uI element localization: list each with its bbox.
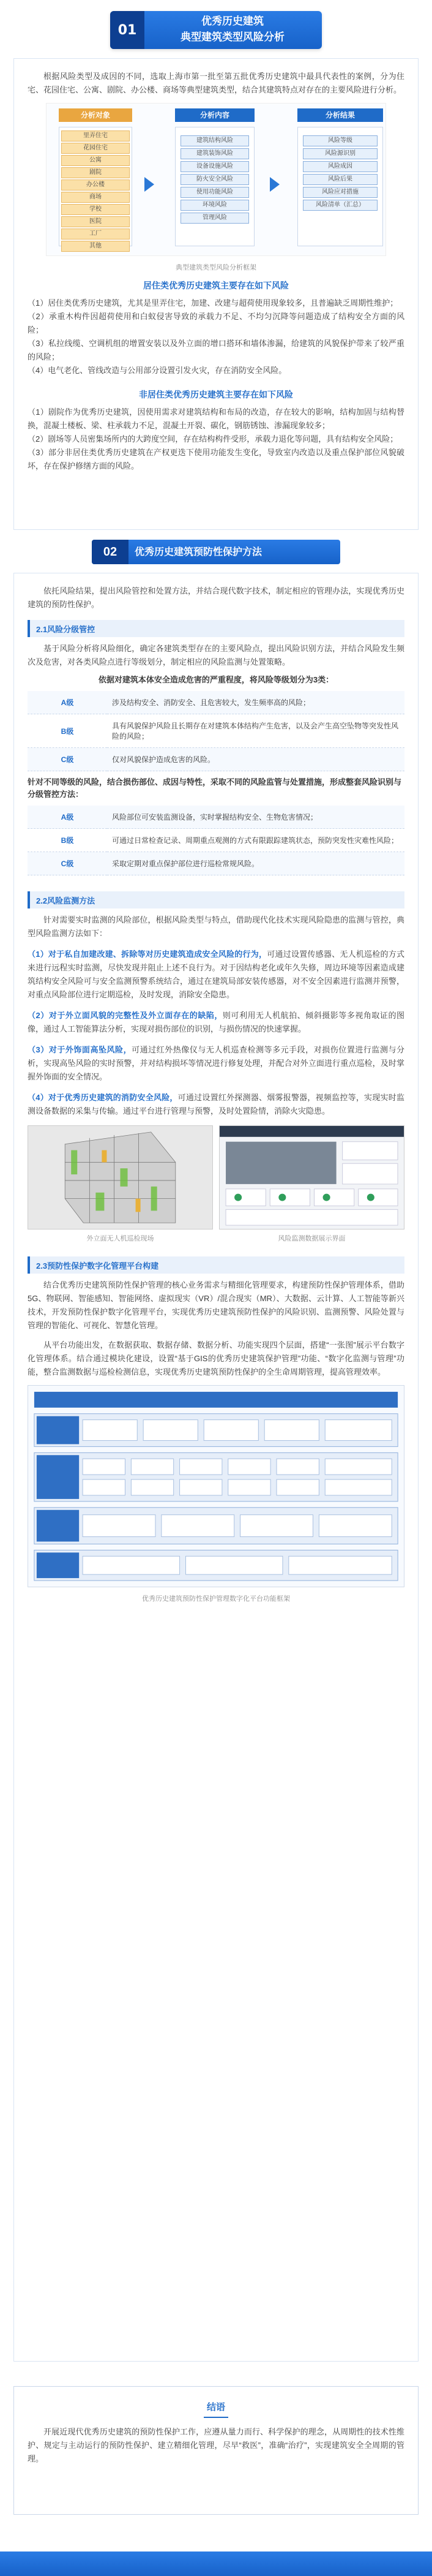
section2-intro: 依托风险结果，提出风险管控和处置方法，并结合现代数字技术，制定相应的管理办法，实现优秀历史建筑的预防性保护。 (28, 586, 404, 609)
diagram-content-item: 建筑结构风险 (181, 135, 249, 146)
diagram-content-item: 环境风险 (181, 200, 249, 211)
diagram-col1-box (59, 127, 132, 249)
table-row (28, 748, 404, 771)
table-row (28, 714, 404, 748)
table-row (28, 829, 404, 852)
conclusion-card (13, 2386, 419, 2515)
diagram-object-item: 其他 (61, 241, 130, 252)
monitor-item-body: 可通过设置红外探测器、烟雾报警器，视频监控等，实现实时监测设备数据的采集与传输。通过平台进行管理与预警，及时处置险情，消除火灾隐患。 (28, 1093, 404, 1116)
grade-label: B级 (28, 714, 107, 748)
section2-banner (0, 536, 432, 568)
monitor-dashboard-photo (219, 1125, 404, 1229)
diagram-result-item: 风险源识别 (303, 148, 378, 159)
risk-analysis-diagram (46, 103, 386, 256)
list-item: （2）承重木构件因超荷使用和白蚁侵害导致的承载力不足、不均匀沉降等问题造成了结构安全方面的风险； (28, 312, 404, 334)
residential-risk-title: 居住类优秀历史建筑主要存在如下风险 (143, 281, 289, 290)
grade-measure-table (28, 806, 404, 875)
section1-title (153, 13, 312, 45)
diagram-object-item: 工厂 (61, 229, 130, 240)
grade-description: 涉及结构安全、消防安全、且危害较大，发生频率高的风险； (107, 691, 404, 714)
table-row (28, 691, 404, 714)
grade-measure-title: 针对不同等级的风险，结合损伤部位、成因与特性，采取不同的风险监管与处置措施，形成整套风险识别与分级管控方法： (28, 777, 402, 799)
grade-label: A级 (28, 691, 107, 714)
diagram-result-item: 风险等级 (303, 135, 378, 146)
arrow-right-icon (144, 177, 154, 192)
monitor-item (28, 1009, 404, 1036)
monitor-item-body: 可通过红外热像仪与无人机巡查检测等多元手段，对损伤位置进行监测与分析，实现高坠风险的实时预警，并对结构损坏等情况进行修复处理，并配合对外立面进行重点巡检，及时掌握外饰面的安全情况。 (28, 1045, 404, 1081)
section2-card (13, 573, 419, 2362)
section1-number: 01 (110, 11, 144, 49)
nonresidential-risk-title: 非居住类优秀历史建筑主要存在如下风险 (139, 390, 293, 399)
diagram-col2-box (175, 127, 255, 246)
conclusion-body: 开展近现代优秀历史建筑的预防性保护工作，应遵从量力而行、科学保护的理念，从周期性的技术性维护、规定与主动运行的预防性保护、建立精细化管理，尽早“救医”，准确“治疗”，实现建筑安全全周期的管理。 (28, 2427, 404, 2463)
photo-1-caption: 外立面无人机巡检现场 (86, 1235, 154, 1242)
diagram-content-item: 使用功能风险 (181, 187, 249, 198)
diagram-result-item: 风险应对措施 (303, 187, 378, 198)
subsection-2-3-title: 2.3预防性保护数字化管理平台构建 (36, 1261, 159, 1271)
diagram-col3-box (297, 127, 383, 246)
list-item: （4）电气老化、管线改造与公用部分设置引发火灾，存在消防安全风险。 (28, 366, 287, 375)
diagram-col2-head: 分析内容 (175, 108, 255, 122)
conclusion-divider (204, 2417, 228, 2418)
list-item: （2）剧场等人员密集场所内的大跨度空间，存在结构构件受形，承载力退化等问题，具有结构安全风险； (28, 434, 398, 444)
diagram-col1-head: 分析对象 (59, 108, 132, 122)
diagram-object-item: 花园住宅 (61, 143, 130, 154)
subsection-2-1-title: 2.1风险分级管控 (36, 624, 95, 634)
conclusion-title: 结语 (206, 2402, 225, 2412)
monitor-item-head: （3）对于外饰面高坠风险， (28, 1045, 132, 1054)
diagram-object-item: 里弄住宅 (61, 130, 130, 142)
list-item: （3）部分非居住类优秀历史建筑在产权更迭下使用功能发生变化，导致室内改造以及重点保护部位风貌破坏，存在保护修缮方面的风险。 (28, 448, 404, 470)
subsection-2-3-para2: 从平台功能出发，在数据获取、数据存储、数据分析、功能实现四个层面，搭建“一张图”展示平台数字化管理体系。结合通过模块化建设，设置“基于GIS的优秀历史建筑保护管理”功能、“数字化监测与管理”功能，整合监测数据与巡检检测信息，实现优秀历史建筑预防性保护的全生命周期管理，提高管理效率。 (28, 1340, 404, 1377)
diagram-caption: 典型建筑类型风险分析框架 (176, 264, 256, 271)
table-row (28, 806, 404, 829)
monitor-item (28, 1043, 404, 1084)
platform-caption: 优秀历史建筑预防性保护管理数字化平台功能框架 (142, 1595, 290, 1603)
monitor-item-body: 则可利用无人机航拍、倾斜摄影等多视角取证的图像，通过人工智能算法分析，实现对损伤部位的识别，与损伤情况的快速掌握。 (28, 1011, 404, 1033)
diagram-content-item: 设备设施风险 (181, 161, 249, 172)
list-item: （1）剧院作为优秀历史建筑，因使用需求对建筑结构和布局的改造，存在较大的影响，结构加固与结构替换，混凝土楼板、梁、柱承载力不足，混凝土开裂、碳化，钢筋锈蚀、渗漏现象较多； (28, 407, 404, 430)
grade-table (28, 691, 404, 771)
list-item: （3）私拉线缆、空调机组的增置安装以及外立面的增口搭环和墙体渗漏，给建筑的风貌保护带来了较严重的风险； (28, 339, 404, 361)
subsection-2-2-title: 2.2风险监测方法 (36, 896, 95, 905)
monitor-method-list (28, 948, 404, 1118)
diagram-object-item: 公寓 (61, 155, 130, 166)
grade-description: 可通过日常检查记录、周期重点观测的方式有限跟踪建筑状态，预防突发性灾难性风险； (107, 829, 404, 852)
subsection-2-2-para: 针对需要实时监测的风险部位，根据风险类型与特点，借助现代化技术实现风险隐患的监测与管控，典型风险监测方法如下： (28, 915, 404, 938)
diagram-result-item: 风险后果 (303, 174, 378, 185)
arrow-right-icon (270, 177, 280, 192)
monitor-item (28, 1091, 404, 1118)
monitor-item-head: （2）对于外立面风貌的完整性及外立面存在的缺陷， (28, 1011, 223, 1020)
footer-bar (0, 2551, 432, 2576)
diagram-object-item: 学校 (61, 204, 130, 215)
grade-label: C级 (28, 852, 107, 875)
grade-label: C级 (28, 748, 107, 771)
section1-title-line2: 典型建筑类型风险分析 (181, 31, 285, 43)
grade-description: 仅对风貌保护造成危害的风险。 (107, 748, 404, 771)
monitor-item (28, 948, 404, 1002)
grade-description: 采取定期对重点保护部位进行巡检常规风险。 (107, 852, 404, 875)
diagram-col3-head: 分析结果 (297, 108, 383, 122)
diagram-object-item: 医院 (61, 216, 130, 227)
diagram-content-item: 防火安全风险 (181, 174, 249, 185)
diagram-object-item: 办公楼 (61, 179, 130, 191)
photo-1-wrap (28, 1125, 213, 1243)
diagram-result-item: 风险成因 (303, 161, 378, 172)
diagram-object-item: 剧院 (61, 167, 130, 178)
grade-description: 风险部位可安装监测设备，实时掌握结构安全、生物危害情况； (107, 806, 404, 829)
monitor-item-head: （4）对于优秀历史建筑的消防安全风险， (28, 1093, 178, 1102)
diagram-content-item: 管理风险 (181, 213, 249, 224)
diagram-object-item: 商场 (61, 192, 130, 203)
nonresidential-risk-list (28, 406, 404, 473)
monitor-item-head: （1）对于私自加建改建、拆除等对历史建筑造成安全风险的行为， (28, 950, 267, 959)
section1-card (13, 58, 419, 530)
grade-label: A级 (28, 806, 107, 829)
table-row (28, 852, 404, 875)
diagram-content-item: 建筑装饰风险 (181, 148, 249, 159)
monitor-item-body: 可通过设置传感器、无人机巡检的方式来进行远程实时监测，尽快发现并阻止上述不良行为。对于因结构老化或年久失修，周边环境等因素造成建筑结构安全风险可与安全监测预警系统结合，通过在建筑局部安装传感器，对不安全因素进行监测并预警，对重点风险部位进行定期巡检，及时发现，消除安全隐患。 (28, 950, 404, 999)
facade-drone-photo (28, 1125, 213, 1229)
section1-intro: 根据风险类型及成因的不同，选取上海市第一批至第五批优秀历史建筑中最具代表性的案例，分为住宅、花园住宅、公寓、剧院、办公楼、商场等典型建筑类型，结合其建筑特点对存在的主要风险进行分析。 (28, 72, 404, 94)
photo-2-caption: 风险监测数据展示界面 (278, 1235, 346, 1242)
section2-title: 优秀历史建筑预防性保护方法 (135, 546, 263, 557)
photo-row (28, 1125, 404, 1243)
section2-number: 02 (92, 540, 128, 564)
section1-title-line1: 优秀历史建筑 (201, 15, 264, 28)
platform-framework-diagram (28, 1385, 404, 1587)
photo-2-wrap (219, 1125, 404, 1243)
grade-table-title: 依据对建筑本体安全造成危害的严重程度，将风险等级划分为3类： (98, 675, 334, 684)
grade-description: 具有风貌保护风险且长期存在对建筑本体结构产生危害，以及会产生高空坠物等突发性风险的风险； (107, 714, 404, 748)
subsection-2-3-header (28, 1256, 404, 1274)
grade-label: B级 (28, 829, 107, 852)
residential-risk-list (28, 297, 404, 377)
subsection-2-1-header (28, 620, 404, 637)
subsection-2-2-header (28, 891, 404, 908)
subsection-2-1-para: 基于风险分析将风险细化，确定各建筑类型存在的主要风险点，提出风险识别方法，并结合风险发生频次及危害，对各类风险点进行等级划分，制定相应的风险监测与处置策略。 (28, 644, 404, 667)
diagram-result-item: 风险清单（汇总） (303, 200, 378, 211)
subsection-2-3-para1: 结合优秀历史建筑预防性保护管理的核心业务需求与精细化管理要求，构建预防性保护管理体系，借助5G、物联网、智能感知、智能网络、虚拟现实（VR）/混合现实（MR）、大数据、云计算、人工智能等新兴技术，开发预防性保护数字化管理平台，实现优秀历史建筑预防性保护的风险识别、监测预警、风险处置与管理的智能化、可视化、智慧化管理。 (28, 1280, 404, 1330)
list-item: （1）居住类优秀历史建筑，尤其是里弄住宅，加建、改建与超荷使用现象较多，且普遍缺乏周期性维护； (28, 298, 398, 308)
